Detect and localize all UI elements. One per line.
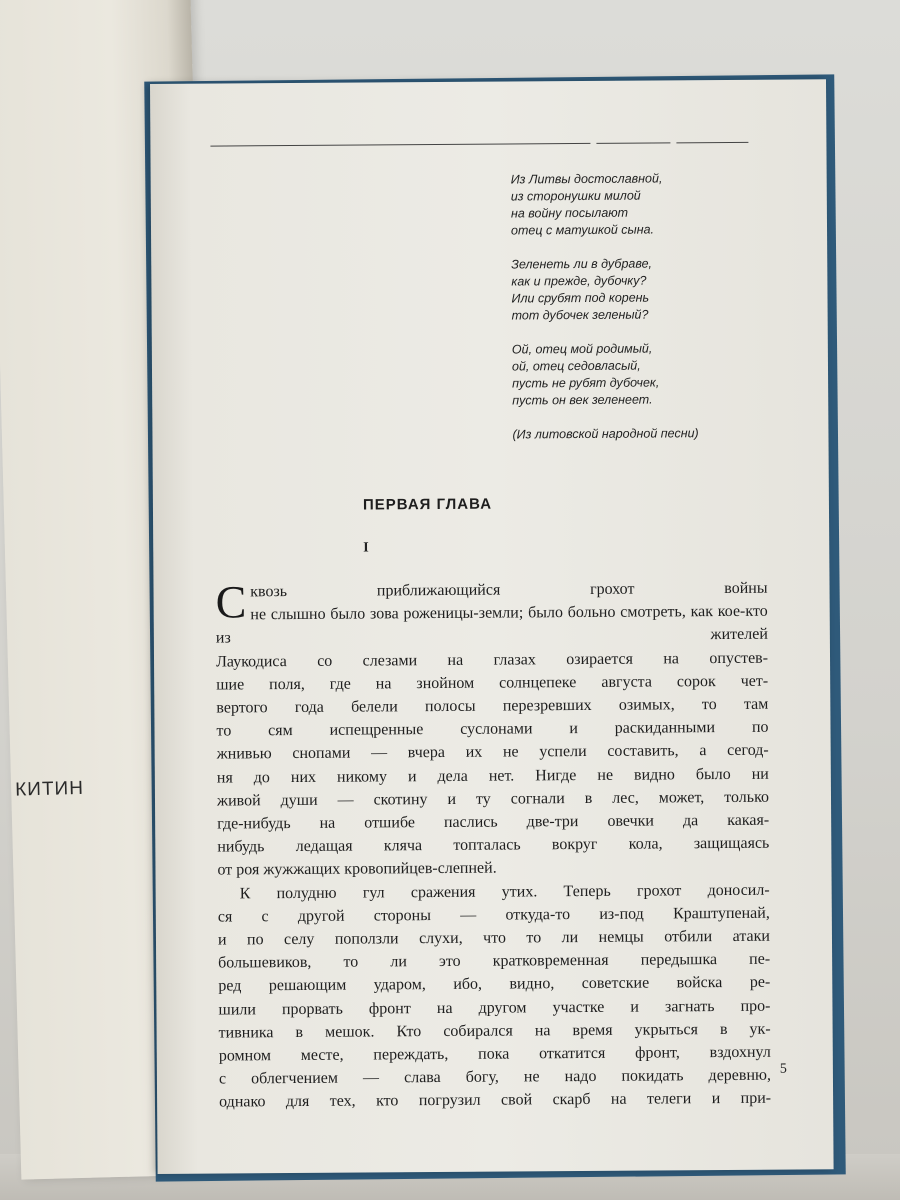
body-line: живой души — скотину и ту согнали в лес, может, только	[216, 788, 770, 810]
body-line: однако для тех, кто погрузил свой скарб на телеги и при-	[219, 1090, 772, 1112]
book-page	[150, 79, 834, 1174]
epigraph-line: Из Литвы достославной,	[510, 171, 663, 187]
body-line: К полудню гул сражения утих. Теперь грохот доносил-	[239, 881, 770, 903]
paragraph-1	[215, 577, 769, 882]
body-line: ромном месте, переждать, пока откатится фронт, вздохнул	[218, 1043, 771, 1065]
chapter-title: ПЕРВАЯ ГЛАВА	[362, 495, 493, 514]
body-line: шили прорвать фронт на другом участке и загнать про-	[218, 997, 771, 1019]
section-number: I	[363, 540, 369, 556]
body-line: то сям испещренные суслонами и раскиданными по	[216, 718, 769, 740]
epigraph-line: Зеленеть ли в дубраве,	[511, 256, 653, 272]
body-line: ред решающим ударом, ибо, видно, советские войска ре-	[218, 974, 771, 995]
epigraph-stanza	[511, 170, 771, 240]
epigraph-line: тот дубочек зеленый?	[511, 307, 649, 323]
epigraph-stanza	[511, 255, 771, 325]
body-line: жнивью снопами — вчера их не успели составить, а сегод-	[216, 742, 769, 763]
drop-cap: С	[215, 576, 247, 628]
epigraph	[511, 170, 773, 444]
header-rule	[210, 142, 750, 148]
epigraph-line: как и прежде, дубочку?	[511, 273, 647, 289]
paragraph-2	[218, 878, 772, 1114]
body-line: нибудь ледащая кляча топталась вокруг кола, защищаясь	[217, 834, 770, 856]
body-line: и по селу поползли слухи, что то ли немцы отбили атаки	[217, 927, 771, 949]
body-line: большевиков, то ли это кратковременная передышка пе-	[218, 950, 771, 972]
body-line: вертого года белели полосы перезревших озимых, то там	[216, 695, 769, 717]
epigraph-line: Или срубят под корень	[511, 290, 650, 306]
page-number: 5	[779, 1061, 787, 1077]
epigraph-line: пусть он век зеленеет.	[512, 392, 653, 408]
epigraph-line: на войну посылают	[510, 205, 629, 221]
body-line: квозь приближающийся грохот войны	[250, 579, 768, 601]
body-line: ня до них никому и дела нет. Нигде не видно было ни	[216, 765, 769, 787]
epigraph-stanza	[512, 340, 772, 410]
left-page-text-fragment: КИТИН	[14, 777, 85, 801]
body-line: шие поля, где на знойном солнцепеке августа сорок чет-	[216, 672, 769, 694]
body-line: с облегчением — слава богу, не надо покидать деревню,	[218, 1066, 771, 1088]
epigraph-line: из сторонушки милой	[510, 188, 641, 204]
body-line: не слышно было зова роженицы-земли; было больно смотреть, как кое-кто из жителей	[215, 602, 768, 647]
body-line: Лаукодиса со слезами на глазах озирается на опустев-	[215, 649, 769, 671]
body-line: тивника в мешок. Кто собирался на время укрыться в ук-	[218, 1020, 771, 1042]
body-line: ся с другой стороны — откуда-то из-под Краштупенай,	[217, 904, 770, 926]
body-line: от роя жужжащих кровопийцев-слепней.	[217, 860, 497, 879]
epigraph-line: ой, отец седовласый,	[511, 358, 641, 374]
epigraph-source: (Из литовской народной песни)	[512, 426, 699, 442]
body-text	[215, 577, 771, 1115]
epigraph-line: пусть не рубят дубочек,	[512, 375, 660, 391]
body-line: где-нибудь на отшибе паслись две-три овечки да какая-	[217, 811, 770, 833]
epigraph-line: Ой, отец мой родимый,	[511, 341, 653, 357]
epigraph-line: отец с матушкой сына.	[510, 222, 655, 238]
